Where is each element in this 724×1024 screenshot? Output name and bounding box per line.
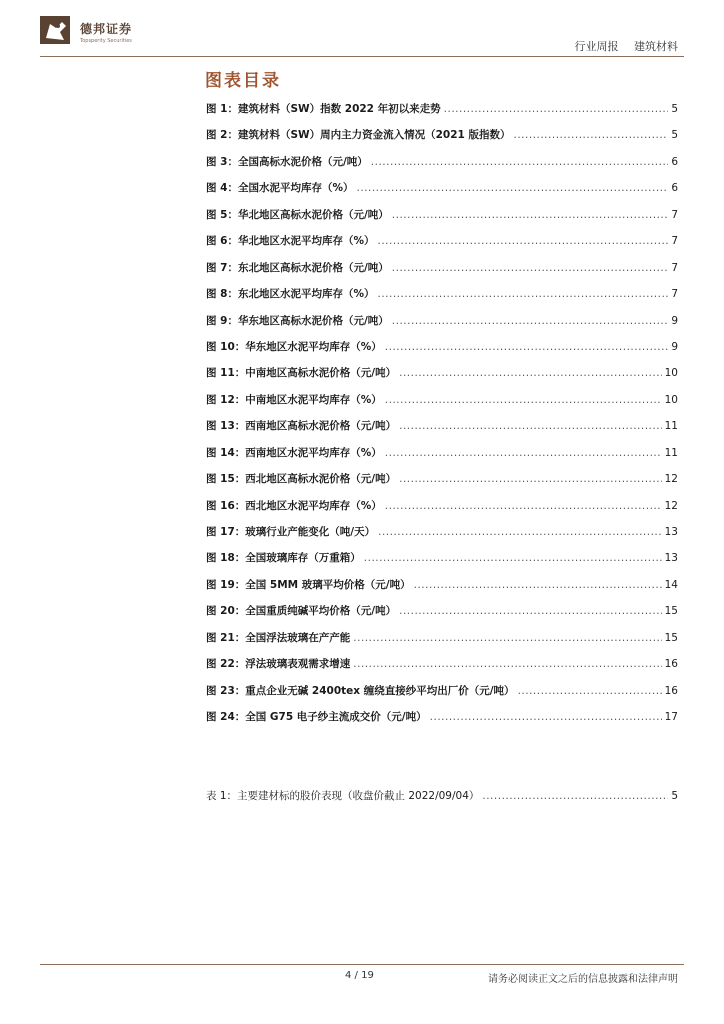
toc-entry-label: 图 16：西北地区水泥平均库存（%）	[206, 499, 382, 512]
toc-entry-label: 图 1：建筑材料（SW）指数 2022 年初以来走势	[206, 103, 441, 115]
toc-entry-page: 9	[671, 314, 678, 327]
toc-entry-page: 16	[664, 658, 678, 671]
toc-entry-page: 10	[664, 393, 678, 406]
report-sector: 建筑材料	[634, 40, 678, 53]
toc-entry-page: 9	[671, 340, 678, 353]
toc-entry-page: 6	[671, 182, 678, 195]
toc-entry-label: 图 12：中南地区水泥平均库存（%）	[206, 393, 382, 406]
toc-entry[interactable]	[206, 127, 678, 153]
dot-leader	[385, 341, 669, 353]
toc-entry-page: 5	[671, 129, 678, 142]
toc-entry-label: 图 7：东北地区高标水泥价格（元/吨）	[206, 261, 389, 274]
toc-entry-label: 图 13：西南地区高标水泥价格（元/吨）	[206, 420, 397, 433]
toc-entry-label: 图 3：全国高标水泥价格（元/吨）	[206, 155, 368, 168]
dot-leader	[513, 129, 668, 141]
toc-entry[interactable]	[206, 418, 678, 444]
toc-entry-label: 图 8：东北地区水泥平均库存（%）	[206, 288, 375, 301]
dot-leader	[392, 262, 669, 274]
toc-entry-page: 5	[671, 103, 678, 115]
toc-entry-page: 11	[664, 446, 678, 459]
dot-leader	[385, 394, 662, 406]
toc-entry[interactable]	[206, 577, 678, 603]
disclaimer-note: 请务必阅读正文之后的信息披露和法律声明	[488, 974, 678, 985]
toc-entry[interactable]	[206, 233, 678, 259]
report-category: 行业周报	[574, 40, 619, 53]
dot-leader	[377, 288, 668, 300]
toc-entry[interactable]	[206, 498, 678, 524]
toc-entry[interactable]	[206, 207, 678, 233]
toc-entry[interactable]	[206, 630, 678, 656]
toc-entry-label: 图 4：全国水泥平均库存（%）	[206, 182, 354, 195]
dot-leader	[518, 685, 662, 697]
table-list	[206, 788, 678, 814]
dot-leader	[430, 711, 662, 723]
dot-leader	[399, 367, 662, 379]
toc-entry-label: 图 23：重点企业无碱 2400tex 缠绕直接纱平均出厂价（元/吨）	[206, 684, 515, 697]
toc-entry-label: 图 6：华北地区水泥平均库存（%）	[206, 235, 375, 248]
dot-leader	[377, 235, 668, 247]
toc-entry[interactable]	[206, 313, 678, 339]
report-type	[575, 38, 679, 54]
toc-entry-page: 15	[664, 631, 678, 644]
toc-table-entry-page: 5	[671, 790, 678, 802]
toc-entry[interactable]	[206, 339, 678, 365]
toc-entry[interactable]	[206, 180, 678, 206]
toc-entry-label: 图 24：全国 G75 电子纱主流成交价（元/吨）	[206, 711, 427, 724]
toc-entry-page: 13	[664, 552, 678, 565]
toc-title: 图表目录	[205, 71, 281, 91]
toc-entry[interactable]	[206, 683, 678, 709]
toc-entry-page: 12	[664, 473, 678, 486]
dot-leader	[392, 209, 669, 221]
toc-entry-label: 图 15：西北地区高标水泥价格（元/吨）	[206, 473, 397, 486]
toc-entry[interactable]	[206, 445, 678, 471]
dot-leader	[482, 790, 668, 802]
toc-entry[interactable]	[206, 154, 678, 180]
toc-entry-page: 7	[671, 208, 678, 221]
toc-entry-page: 17	[664, 711, 678, 724]
toc-entry-label: 图 17：玻璃行业产能变化（吨/天）	[206, 526, 376, 538]
dot-leader	[399, 605, 662, 617]
toc-entry-page: 7	[671, 261, 678, 274]
toc-entry-page: 7	[671, 235, 678, 248]
toc-entry[interactable]	[206, 550, 678, 576]
dot-leader	[353, 658, 661, 670]
toc-entry-page: 11	[664, 420, 678, 433]
dot-leader	[356, 182, 668, 194]
toc-entry-page: 13	[664, 526, 678, 538]
toc-entry-page: 16	[664, 684, 678, 697]
toc-entry-page: 10	[664, 367, 678, 380]
header-divider	[40, 56, 684, 57]
toc-entry-label: 图 19：全国 5MM 玻璃平均价格（元/吨）	[206, 578, 411, 591]
toc-entry-page: 7	[671, 288, 678, 301]
toc-entry-page: 14	[664, 578, 678, 591]
toc-entry-label: 图 5：华北地区高标水泥价格（元/吨）	[206, 208, 389, 221]
dot-leader	[385, 447, 662, 459]
page-number: 4 / 19	[345, 970, 374, 981]
toc-entry[interactable]	[206, 260, 678, 286]
toc-entry-label: 图 11：中南地区高标水泥价格（元/吨）	[206, 367, 397, 380]
logo-mark-icon	[40, 16, 74, 46]
toc-entry[interactable]	[206, 365, 678, 391]
dot-leader	[399, 420, 662, 432]
toc-entry[interactable]	[206, 603, 678, 629]
toc-entry[interactable]	[206, 392, 678, 418]
toc-entry-page: 6	[671, 155, 678, 168]
toc-entry[interactable]	[206, 656, 678, 682]
toc-entry[interactable]	[206, 101, 678, 127]
dot-leader	[364, 552, 662, 564]
figure-list	[206, 101, 678, 736]
footer-divider	[40, 964, 684, 965]
toc-table-entry[interactable]	[206, 788, 678, 814]
toc-entry[interactable]	[206, 471, 678, 497]
toc-entry-label: 图 18：全国玻璃库存（万重箱）	[206, 552, 361, 565]
toc-entry-page: 15	[664, 605, 678, 618]
toc-entry-label: 图 20：全国重质纯碱平均价格（元/吨）	[206, 605, 397, 618]
toc-entry-label: 图 21：全国浮法玻璃在产产能	[206, 631, 351, 644]
brand-name-en: Topsperity Securities	[80, 38, 132, 44]
brand-name: 德邦证券	[80, 22, 133, 36]
toc-entry-label: 图 10：华东地区水泥平均库存（%）	[206, 340, 382, 353]
dot-leader	[353, 632, 661, 644]
toc-entry-label: 图 9：华东地区高标水泥价格（元/吨）	[206, 314, 389, 327]
dot-leader	[378, 526, 662, 538]
dot-leader	[385, 500, 662, 512]
toc-entry-label: 图 2：建筑材料（SW）周内主力资金流入情况（2021 版指数）	[206, 129, 511, 142]
dot-leader	[414, 579, 662, 591]
toc-entry[interactable]	[206, 286, 678, 312]
toc-entry-label: 图 22：浮法玻璃表观需求增速	[206, 658, 351, 671]
dot-leader	[444, 103, 669, 115]
toc-entry[interactable]	[206, 709, 678, 735]
dot-leader	[392, 315, 669, 327]
toc-table-entry-label: 表 1：主要建材标的股价表现（收盘价截止 2022/09/04）	[206, 790, 480, 802]
dot-leader	[399, 473, 662, 485]
dot-leader	[371, 156, 669, 168]
company-logo	[40, 16, 160, 50]
toc-entry-page: 12	[664, 499, 678, 512]
toc-entry-label: 图 14：西南地区水泥平均库存（%）	[206, 446, 382, 459]
toc-entry[interactable]	[206, 524, 678, 550]
